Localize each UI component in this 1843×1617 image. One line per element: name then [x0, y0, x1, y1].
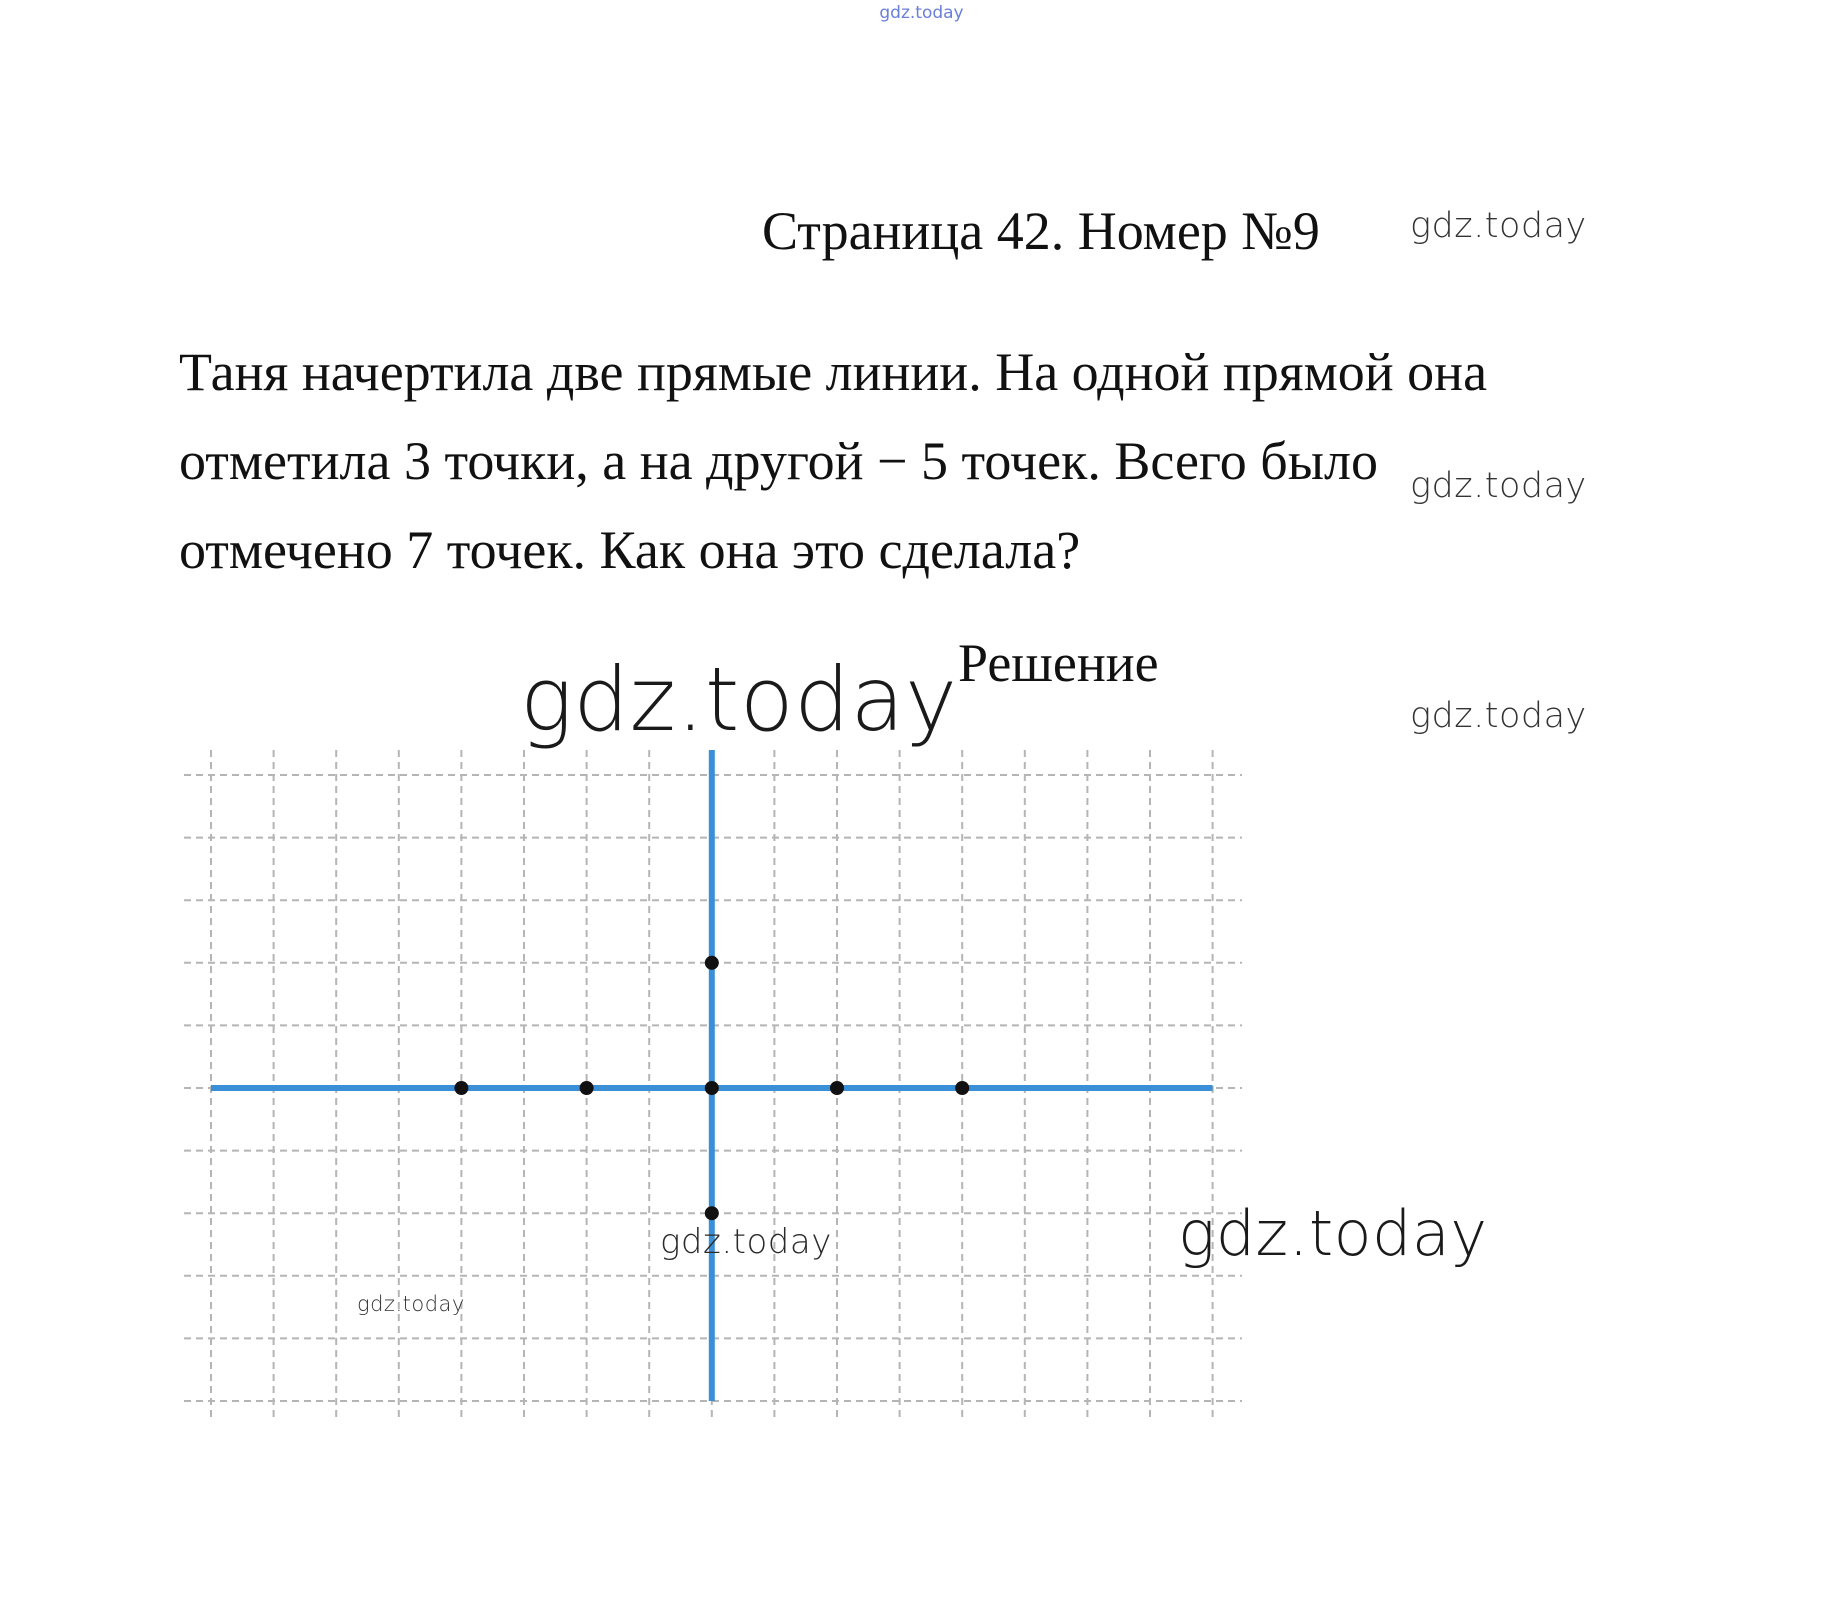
watermark: gdz.today	[1410, 466, 1587, 506]
point-horizontal	[454, 1081, 468, 1095]
point-horizontal	[705, 1081, 719, 1095]
problem-line: отмечено 7 точек. Как она это сделала?	[179, 520, 1081, 580]
point-horizontal	[830, 1081, 844, 1095]
point-horizontal	[955, 1081, 969, 1095]
problem-line: Таня начертила две прямые линии. На одной прямой она	[179, 342, 1488, 402]
point-horizontal	[580, 1081, 594, 1095]
point-vertical	[705, 1206, 719, 1220]
page-title: Страница 42. Номер №9	[762, 201, 1320, 261]
watermark: gdz.today	[1178, 1197, 1488, 1270]
watermark: gdz.today	[1410, 206, 1587, 246]
watermark: gdz.today	[357, 1292, 465, 1316]
problem-line: отметила 3 точки, а на другой − 5 точек. Всего было	[179, 431, 1378, 491]
point-vertical	[705, 956, 719, 970]
solution-label: Решение	[958, 633, 1159, 693]
watermark: gdz.today	[660, 1222, 832, 1262]
watermark-top: gdz.today	[879, 3, 964, 23]
watermark: gdz.today	[1410, 696, 1587, 736]
watermark-large: gdz.today	[520, 648, 958, 751]
